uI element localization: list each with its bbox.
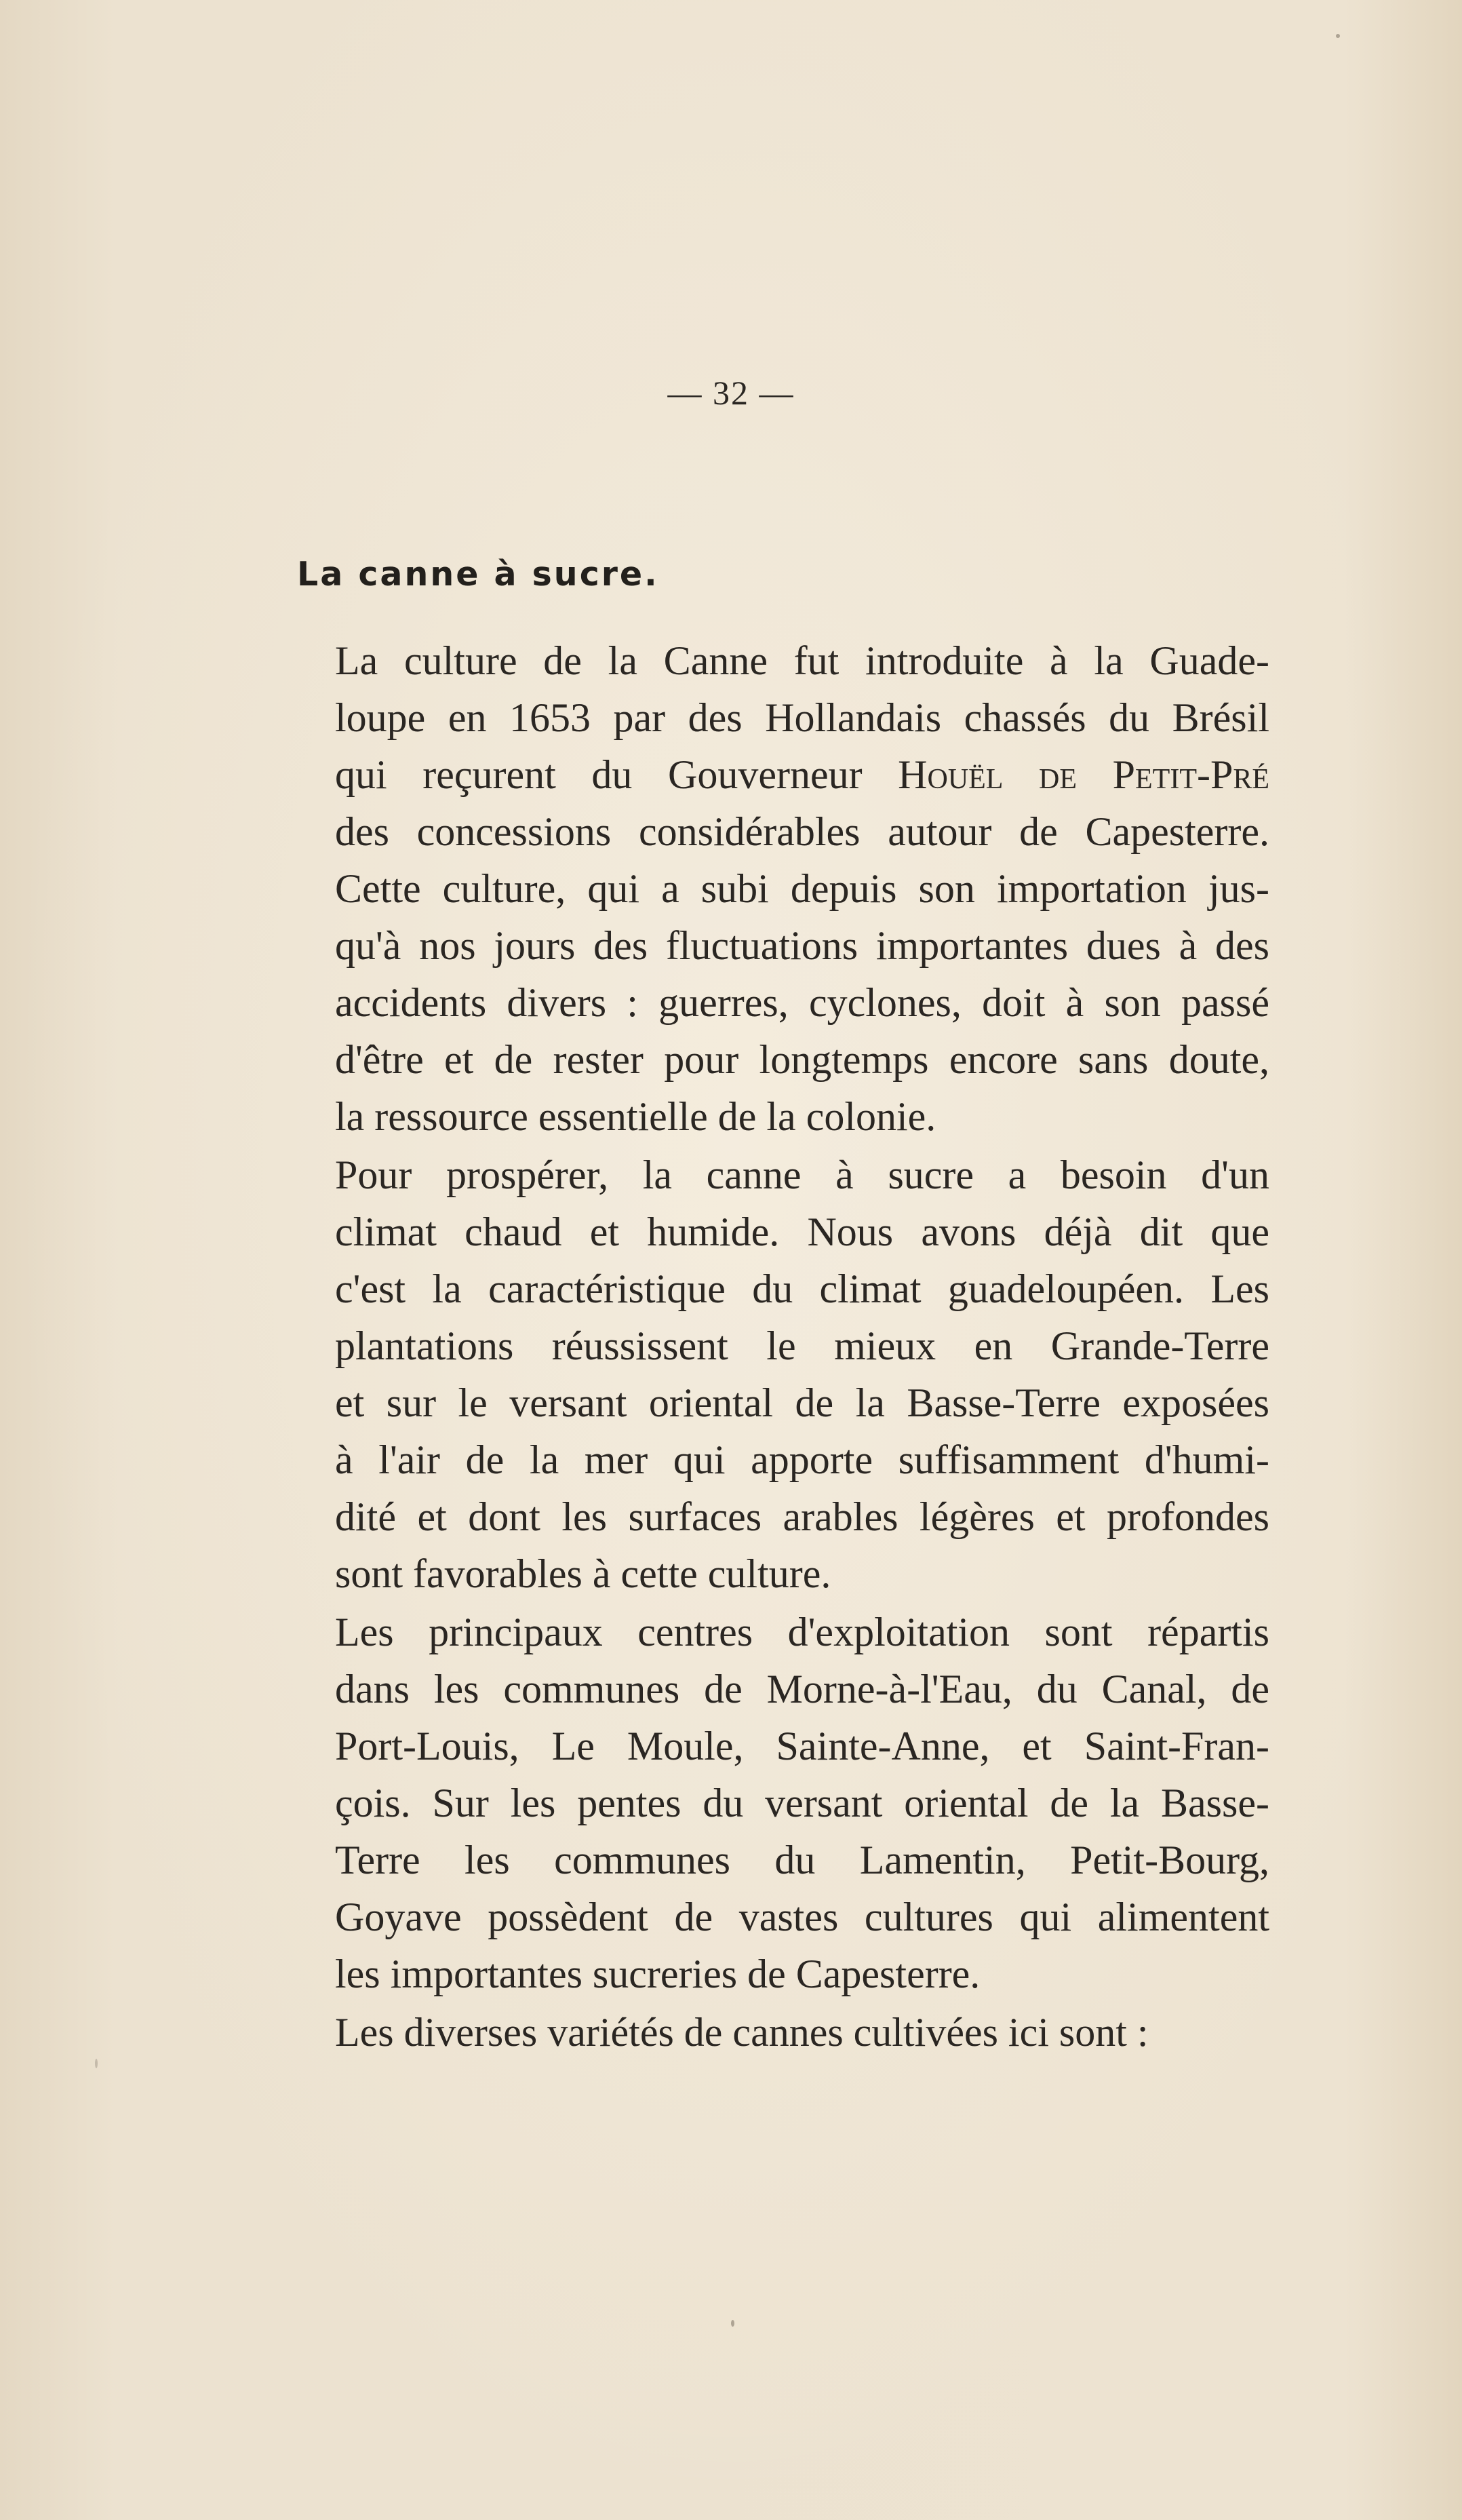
text-line: à l'air de la mer qui apporte suffisamment d'humi- [335,1437,1269,1482]
text-line: les importantes sucreries de Capesterre. [335,1952,981,1996]
text-line: loupe en 1653 par des Hollandais chassés du Brésil [335,695,1269,740]
section-heading: La canne à sucre. [297,555,659,594]
paragraph-1 [290,632,1269,1145]
paper-speck [95,2059,98,2068]
text-line: qui reçurent du Gouverneur Houël de Petit-Pré [335,752,1269,797]
text-line: Port-Louis, Le Moule, Sainte-Anne, et Saint-Fran- [335,1724,1269,1768]
text-line: plantations réussissent le mieux en Grande-Terre [335,1323,1269,1368]
text-line: Terre les communes du Lamentin, Petit-Bourg, [335,1838,1269,1882]
text-line: d'être et de rester pour longtemps encore sans doute, [335,1037,1269,1082]
paragraph-4 [290,2004,1269,2061]
text-line: La culture de la Canne fut introduite à la Guade- [335,638,1269,683]
body-text [290,632,1269,2062]
text-line: et sur le versant oriental de la Basse-Terre exposées [335,1380,1269,1425]
text-line: accidents divers : guerres, cyclones, doit à son passé [335,980,1269,1025]
text-line: climat chaud et humide. Nous avons déjà dit que [335,1209,1269,1254]
text-line: la ressource essentielle de la colonie. [335,1094,936,1139]
paper-speck [1336,34,1340,38]
paragraph-2 [290,1146,1269,1602]
text-line: Les diverses variétés de cannes cultivées ici sont : [335,2010,1149,2055]
text-line: dité et dont les surfaces arables légères et profondes [335,1494,1269,1539]
text-line: c'est la caractéristique du climat guadeloupéen. Les [335,1266,1269,1311]
paragraph-3 [290,1604,1269,2002]
page-number: — 32 — [667,374,795,412]
text-line: Les principaux centres d'exploitation sont répartis [335,1610,1269,1654]
text-line: çois. Sur les pentes du versant oriental de la Basse- [335,1781,1269,1825]
paper-speck [731,2320,734,2327]
text-line: dans les communes de Morne-à-l'Eau, du Canal, de [335,1667,1269,1711]
author-name-small-caps: Houël de Petit-Pré [898,752,1269,797]
text-line: sont favorables à cette culture. [335,1551,831,1596]
text-line: Pour prospérer, la canne à sucre a besoin d'un [335,1152,1269,1197]
text-line: Cette culture, qui a subi depuis son importation jus- [335,866,1269,911]
text-line: qu'à nos jours des fluctuations importantes dues à des [335,923,1269,968]
text-line: des concessions considérables autour de Capesterre. [335,809,1269,854]
text-line: Goyave possèdent de vastes cultures qui alimentent [335,1895,1269,1939]
